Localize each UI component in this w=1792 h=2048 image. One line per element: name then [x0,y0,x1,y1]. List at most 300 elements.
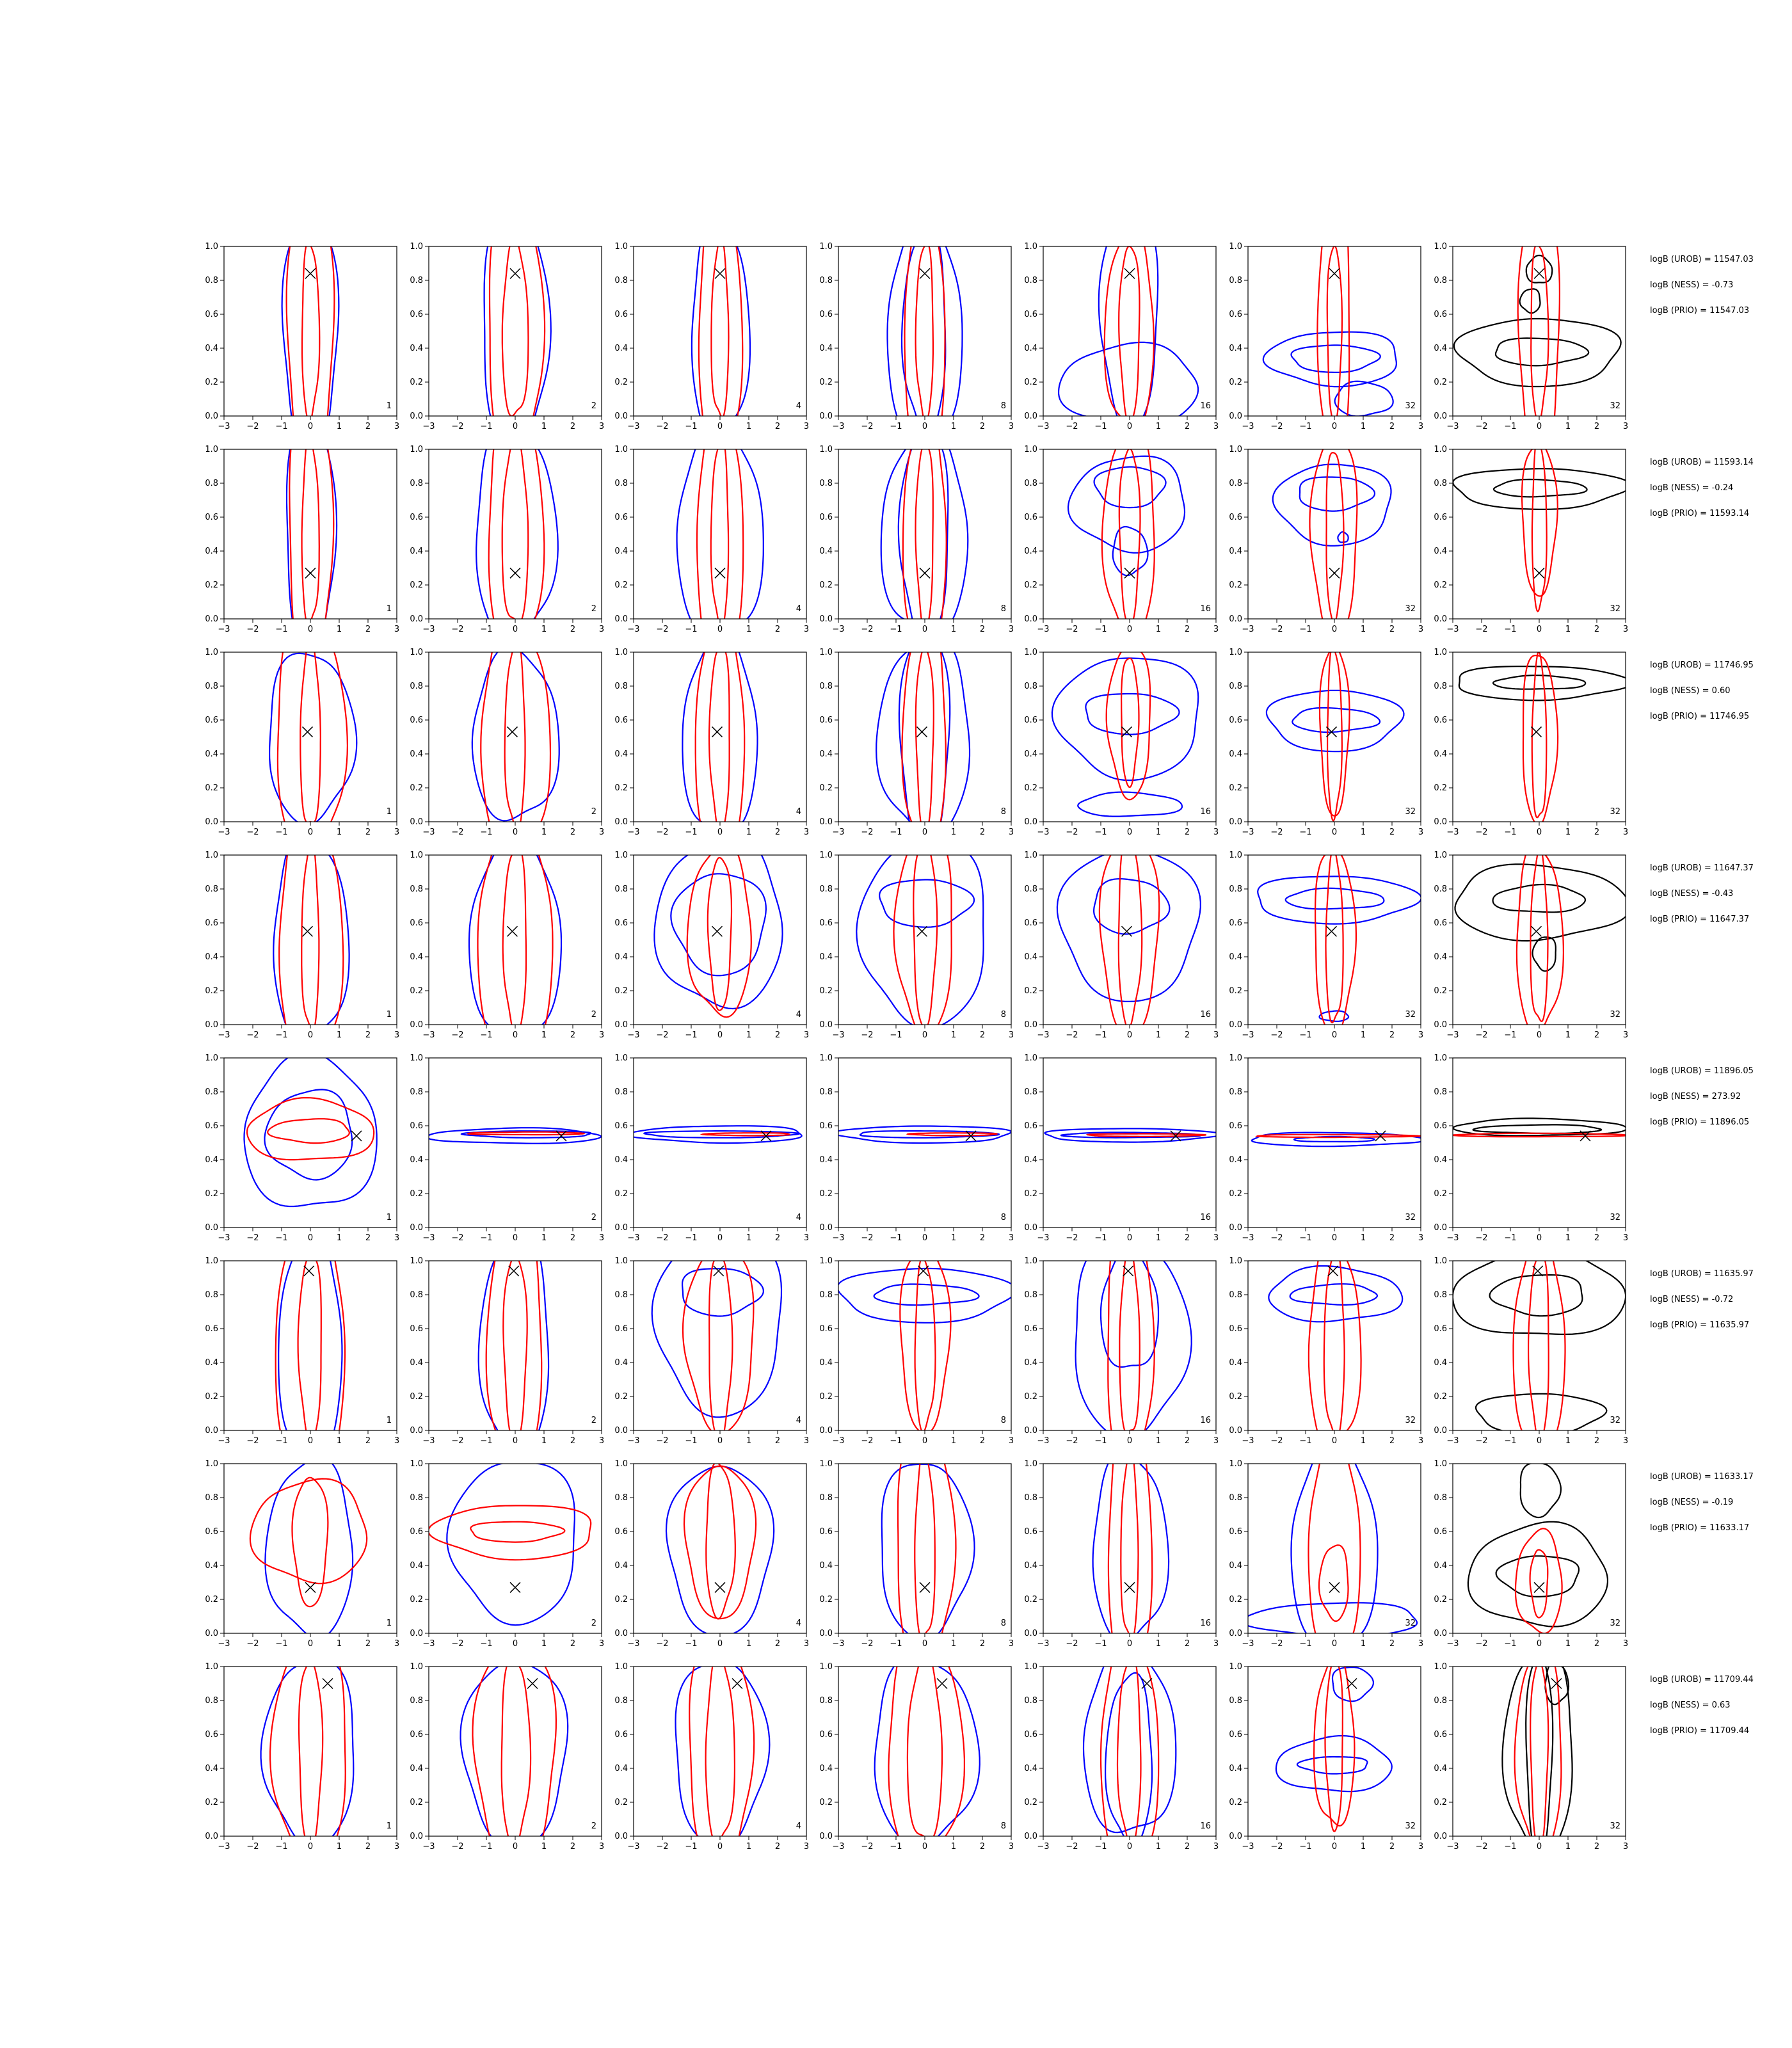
stat-text: logB (NESS) = 0.63 [1650,1700,1731,1710]
x-tick-label: −2 [1270,1233,1283,1243]
y-tick-label: 0.4 [1434,547,1447,556]
x-tick-label: 1 [1155,1233,1162,1243]
red-contour [1309,1428,1361,1651]
y-tick-label: 0.6 [614,1121,628,1131]
x-tick-label: 3 [394,1030,400,1040]
subplot-r1-c1 [205,191,399,480]
stat-text: logB (NESS) = 0.60 [1650,686,1731,696]
x-tick-label: 0 [717,422,723,431]
subplot-r6-c7 [1434,1231,1628,1446]
axes-frame [838,1261,1011,1430]
panel-tag: 4 [796,604,801,614]
y-tick-label: 0.0 [1434,1832,1447,1841]
red-contour [1117,1656,1141,1847]
stat-text: logB (PRIO) = 11593.14 [1650,509,1750,518]
red-contour [1514,1231,1565,1444]
y-tick-label: 0.6 [819,513,833,522]
y-tick-label: 0.0 [1229,1223,1242,1233]
x-tick-label: −1 [1094,1030,1107,1040]
y-tick-label: 0.4 [614,1561,628,1571]
y-tick-label: 0.2 [1434,580,1447,590]
y-tick-label: 0.0 [1024,412,1037,421]
y-tick-label: 0.4 [819,1764,833,1773]
panel-tag: 16 [1200,1010,1211,1020]
stat-text: logB (UROB) = 11547.03 [1650,255,1754,264]
panel-tag: 2 [591,401,596,411]
y-tick-label: 0.4 [819,1155,833,1165]
x-tick-label: 1 [746,1639,752,1649]
x-tick-label: −3 [218,1030,230,1040]
contour-layer [287,396,337,684]
blue-contour [1078,792,1182,817]
y-tick-label: 1.0 [1434,1053,1447,1063]
panel-tag: 32 [1405,807,1416,817]
panel-tag: 2 [591,604,596,614]
y-tick-label: 0.8 [1434,1290,1447,1300]
x-tick-label: 3 [1008,1030,1014,1040]
axes-frame [429,855,602,1025]
red-contour [268,1119,349,1143]
axes-frame [1043,246,1216,416]
mode-marker [508,727,518,737]
blue-contour [1286,888,1384,909]
y-tick-label: 1.0 [1434,1459,1447,1469]
x-tick-label: 3 [803,1233,810,1243]
y-tick-label: 0.0 [614,1223,628,1233]
y-tick-label: 0.4 [410,547,423,556]
blue-contour [682,630,757,831]
x-tick-label: −1 [275,828,288,837]
x-tick-label: 0 [307,1030,314,1040]
black-contour [1520,289,1540,313]
x-tick-label: −3 [422,422,435,431]
blue-contour [1292,1437,1378,1643]
x-tick-label: 1 [1155,422,1162,431]
x-tick-label: 2 [1184,828,1190,837]
y-tick-label: 0.8 [205,884,218,894]
y-tick-label: 0.0 [1229,817,1242,827]
subplot-r2-c4 [819,403,1014,653]
contour-layer [1455,844,1631,1036]
x-tick-label: 2 [979,1842,986,1852]
y-tick-label: 0.8 [819,1493,833,1503]
y-tick-label: 0.0 [819,1832,833,1841]
contour-layer [1242,1428,1417,1651]
x-tick-label: −2 [246,1842,259,1852]
x-tick-label: −2 [861,1030,874,1040]
black-contour [1494,479,1587,497]
y-tick-label: 0.0 [819,1629,833,1638]
y-tick-label: 0.6 [819,1121,833,1131]
x-tick-label: 2 [1184,1233,1190,1243]
x-tick-label: −2 [861,625,874,634]
red-contour [915,1258,936,1432]
subplot-r3-c3 [614,604,809,852]
mode-marker [920,1582,930,1592]
x-tick-label: −2 [246,1639,259,1649]
axes-frame [224,652,397,822]
contour-layer [1252,1133,1427,1147]
y-tick-label: 0.8 [614,1290,628,1300]
axes-frame [224,1464,397,1633]
y-tick-label: 0.2 [819,1189,833,1199]
y-tick-label: 0.8 [1024,1087,1037,1097]
mode-marker [1375,1131,1386,1141]
x-tick-label: 1 [541,1639,547,1649]
x-tick-label: −3 [832,1436,845,1446]
y-tick-label: 0.6 [410,1121,423,1131]
x-tick-label: −3 [1446,1436,1459,1446]
x-tick-label: −1 [1504,1639,1517,1649]
y-tick-label: 1.0 [205,648,218,657]
axes-frame [1248,1261,1421,1430]
x-tick-label: −2 [656,1233,669,1243]
x-tick-label: 3 [803,828,810,837]
y-tick-label: 0.6 [410,310,423,319]
contour-layer [856,834,986,1040]
x-tick-label: −3 [1242,1436,1254,1446]
axes-frame [429,246,602,416]
y-tick-label: 0.2 [1434,986,1447,996]
stat-text: logB (NESS) = -0.73 [1650,280,1734,290]
mode-marker [920,568,930,578]
x-tick-label: 0 [922,625,928,634]
x-tick-label: 3 [1418,1030,1424,1040]
panel-tag: 4 [796,401,801,411]
x-tick-label: −1 [685,422,698,431]
x-tick-label: 0 [1536,1842,1542,1852]
x-tick-label: 1 [1360,1030,1366,1040]
y-tick-label: 0.0 [1229,1629,1242,1638]
y-tick-label: 1.0 [614,445,628,454]
panel-tag: 1 [386,1213,392,1222]
x-tick-label: 2 [1594,1030,1600,1040]
red-contour [711,438,728,630]
panel-tag: 8 [1000,604,1006,614]
y-tick-label: 0.2 [1434,1392,1447,1402]
stat-text: logB (PRIO) = 11635.97 [1650,1320,1750,1330]
y-tick-label: 0.0 [819,1426,833,1436]
contour-layer [652,1231,781,1443]
y-tick-label: 0.0 [205,1020,218,1030]
y-tick-label: 0.6 [410,513,423,522]
y-tick-label: 0.2 [614,1595,628,1604]
red-contour [302,242,319,422]
blue-contour [1297,1757,1367,1774]
contour-layer [484,202,551,473]
y-tick-label: 0.6 [1229,716,1242,725]
blue-contour [677,420,764,636]
y-tick-label: 0.0 [1434,614,1447,624]
contour-layer [428,1462,591,1626]
mode-marker [1534,268,1544,278]
y-tick-label: 0.8 [410,1493,423,1503]
black-contour [1502,1650,1572,1857]
stat-text: logB (NESS) = 273.92 [1650,1092,1741,1101]
x-tick-label: −3 [218,828,230,837]
y-tick-label: 0.6 [614,310,628,319]
x-tick-label: 3 [1008,625,1014,634]
y-tick-label: 0.2 [1229,1595,1242,1604]
y-tick-label: 0.0 [1434,1223,1447,1233]
x-tick-label: −3 [1242,625,1254,634]
x-tick-label: 1 [1360,1639,1366,1649]
x-tick-label: 2 [365,1639,371,1649]
x-tick-label: 1 [1565,1842,1571,1852]
y-tick-label: 1.0 [1229,648,1242,657]
x-tick-label: −1 [890,422,902,431]
x-tick-label: −3 [1037,625,1050,634]
y-tick-label: 0.8 [410,479,423,488]
x-tick-label: 2 [1594,422,1600,431]
x-tick-label: 3 [1213,1233,1219,1243]
x-tick-label: 2 [365,1842,371,1852]
subplot-r5-c3 [614,1053,809,1243]
x-tick-label: 1 [541,422,547,431]
blue-contour [902,229,945,436]
y-tick-label: 0.8 [1024,276,1037,285]
axes-frame [224,1667,397,1836]
y-tick-label: 0.6 [410,1527,423,1537]
stat-text: logB (PRIO) = 11547.03 [1650,306,1750,316]
x-tick-label: 1 [950,625,957,634]
x-tick-label: −2 [1270,625,1283,634]
subplot-r1-c2 [410,202,604,473]
x-tick-label: −3 [218,1639,230,1649]
x-tick-label: −2 [1270,1436,1283,1446]
y-tick-label: 0.2 [410,580,423,590]
y-tick-label: 0.0 [410,1832,423,1841]
red-contour [1324,1247,1345,1439]
y-tick-label: 0.4 [1434,1764,1447,1773]
panel-tag: 32 [1610,604,1620,614]
contour-layer [1263,191,1396,482]
axes-frame [838,449,1011,619]
x-tick-label: −1 [275,1436,288,1446]
y-tick-label: 0.4 [1024,952,1037,962]
x-tick-label: −2 [451,828,464,837]
x-tick-label: 0 [1536,1639,1542,1649]
x-tick-label: 2 [1389,625,1395,634]
x-tick-label: 0 [307,1436,314,1446]
contour-layer [469,807,561,1052]
red-contour [689,1638,754,1875]
x-tick-label: −1 [890,828,902,837]
y-tick-label: 0.0 [410,817,423,827]
red-contour [468,1132,584,1135]
x-tick-label: −1 [275,1233,288,1243]
subplot-r7-c3 [614,1459,809,1649]
contour-layer [261,1640,354,1872]
y-tick-label: 0.2 [819,1595,833,1604]
subplot-r2-c1 [205,396,399,684]
y-tick-label: 1.0 [614,1459,628,1469]
red-contour [478,807,553,1052]
black-contour [1526,1652,1553,1856]
x-tick-label: 1 [1155,625,1162,634]
y-tick-label: 0.4 [819,952,833,962]
x-tick-label: 0 [512,422,518,431]
red-contour [287,191,335,480]
y-tick-label: 0.0 [614,1020,628,1030]
y-tick-label: 0.8 [1229,479,1242,488]
x-tick-label: 0 [307,1639,314,1649]
red-contour [279,806,343,1069]
x-tick-label: 0 [1126,1639,1133,1649]
stat-text: logB (PRIO) = 11896.05 [1650,1117,1750,1127]
y-tick-label: 0.6 [205,310,218,319]
x-tick-label: 2 [774,828,781,837]
y-tick-label: 1.0 [410,445,423,454]
x-tick-label: −2 [861,828,874,837]
axes-frame [634,1667,806,1836]
x-tick-label: 2 [365,625,371,634]
subplot-r2-c2 [410,400,604,671]
x-tick-label: 3 [1418,828,1424,837]
black-contour [1454,319,1621,387]
x-tick-label: 1 [541,828,547,837]
x-tick-label: 3 [1008,1233,1014,1243]
subplot-r4-c3 [614,834,809,1040]
x-tick-label: 0 [922,1436,928,1446]
y-tick-label: 0.6 [1024,1324,1037,1334]
y-tick-label: 1.0 [1024,445,1037,454]
panel-tag: 1 [386,1821,392,1831]
panel-tag: 32 [1405,401,1416,411]
y-tick-label: 1.0 [1229,445,1242,454]
x-tick-label: −1 [890,1436,902,1446]
x-tick-label: −2 [451,1639,464,1649]
black-contour [1453,1249,1626,1334]
blue-contour [261,1661,354,1849]
y-tick-label: 0.8 [1024,479,1037,488]
blue-contour [837,1268,1016,1323]
x-tick-label: 0 [512,1436,518,1446]
blue-contour [1292,708,1380,732]
x-tick-label: 0 [307,625,314,634]
y-tick-label: 0.0 [1024,1832,1037,1841]
y-tick-label: 0.6 [819,1730,833,1740]
x-tick-label: 1 [336,422,342,431]
subplot-r8-c2 [410,1640,604,1870]
x-tick-label: 0 [922,828,928,837]
blue-contour [472,646,559,821]
y-tick-label: 0.6 [205,1324,218,1334]
y-tick-label: 0.0 [1229,614,1242,624]
x-tick-label: −1 [890,1639,902,1649]
axes-frame [634,855,806,1025]
red-contour [502,433,529,622]
x-tick-label: 0 [1331,1436,1338,1446]
y-tick-label: 1.0 [1024,648,1037,657]
y-tick-label: 0.4 [410,1561,423,1571]
x-tick-label: −3 [1037,828,1050,837]
y-tick-label: 0.0 [1024,614,1037,624]
x-tick-label: 2 [1184,1639,1190,1649]
axes-frame [1248,246,1421,416]
y-tick-label: 0.4 [819,749,833,759]
y-tick-label: 0.6 [1434,1527,1447,1537]
panel-tag: 32 [1405,1416,1416,1425]
x-tick-label: −1 [480,1842,493,1852]
x-tick-label: 0 [1126,828,1133,837]
x-tick-label: 3 [598,1233,605,1243]
y-tick-label: 0.0 [614,817,628,827]
black-contour [1521,1463,1561,1517]
contour-layer [1057,833,1201,1036]
y-tick-label: 1.0 [1229,1053,1242,1063]
blue-contour [1268,1266,1402,1322]
mode-marker [510,1582,520,1592]
axes-frame [1043,1667,1216,1836]
y-tick-label: 0.6 [410,1730,423,1740]
red-contour [709,647,730,834]
y-tick-label: 0.8 [614,1696,628,1706]
blue-contour [1068,456,1185,553]
x-tick-label: 0 [1331,1030,1338,1040]
y-tick-label: 0.4 [205,344,218,353]
mode-marker [917,727,927,737]
x-tick-label: 2 [774,422,781,431]
y-tick-label: 0.4 [1229,749,1242,759]
stat-text: logB (PRIO) = 11633.17 [1650,1523,1750,1533]
y-tick-label: 1.0 [1434,851,1447,860]
x-tick-label: 2 [1184,1030,1190,1040]
red-contour [908,1133,996,1135]
blue-contour [1084,1642,1176,1832]
x-tick-label: −2 [1066,625,1078,634]
y-tick-label: 0.0 [205,614,218,624]
y-tick-label: 0.4 [410,749,423,759]
red-contour [1119,449,1140,625]
x-tick-label: −1 [1299,1436,1312,1446]
stat-text: logB (UROB) = 11709.44 [1650,1675,1754,1684]
x-tick-label: −3 [832,828,845,837]
contour-layer [1453,1231,1629,1446]
x-tick-label: 2 [979,625,986,634]
axes-frame [429,1667,602,1836]
y-tick-label: 0.0 [819,412,833,421]
panel-tag: 2 [591,1213,596,1222]
y-tick-label: 0.4 [1024,1561,1037,1571]
blue-contour [882,1464,975,1641]
x-tick-label: −1 [685,1639,698,1649]
x-tick-label: 1 [1565,422,1571,431]
red-contour [490,202,545,473]
blue-contour [654,834,782,1009]
y-tick-label: 0.4 [1434,952,1447,962]
y-tick-label: 0.2 [1024,1392,1037,1402]
x-tick-label: −2 [246,625,259,634]
y-tick-label: 1.0 [410,1459,423,1469]
x-tick-label: −2 [1475,1436,1488,1446]
x-tick-label: −3 [1242,1233,1254,1243]
y-tick-label: 0.6 [819,918,833,928]
y-tick-label: 0.0 [1024,1629,1037,1638]
y-tick-label: 0.4 [819,344,833,353]
y-tick-label: 0.8 [614,1087,628,1097]
subplot-r6-c5 [1024,1217,1219,1484]
x-tick-label: 3 [394,1233,400,1243]
x-tick-label: −1 [1299,1030,1312,1040]
x-tick-label: 1 [1360,625,1366,634]
x-tick-label: −1 [685,1030,698,1040]
x-tick-label: −1 [1504,1842,1517,1852]
y-tick-label: 0.4 [1229,1358,1242,1368]
red-contour [1523,655,1558,826]
blue-contour [427,1128,601,1144]
red-contour [298,1256,321,1443]
